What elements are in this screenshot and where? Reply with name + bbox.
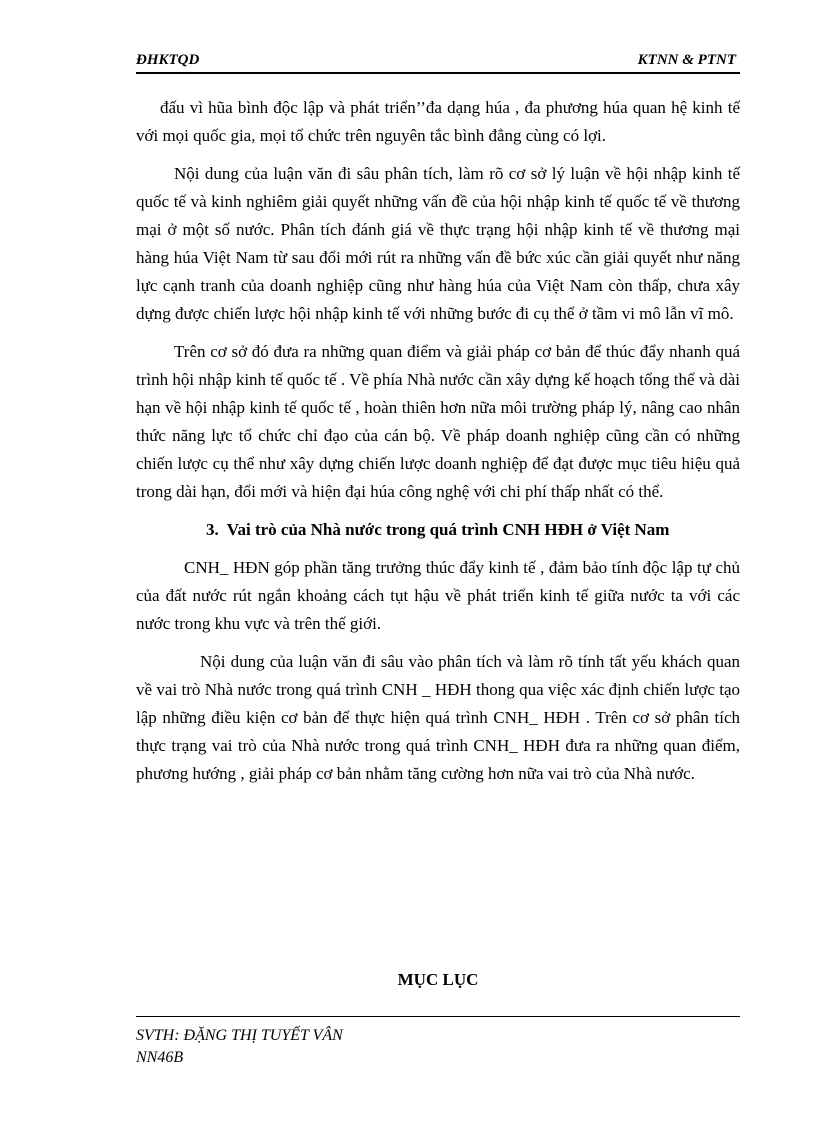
page-footer <box>136 1016 740 1069</box>
footer-class-code: NN46B <box>136 1049 184 1066</box>
document-body <box>136 94 740 798</box>
paragraph-thesis-content: Nội dung của luận văn đi sâu phân tích, làm rõ cơ sở lý luận về hội nhập kinh tế quốc tế và kinh nghiêm giải quyết những vấn đề của hội nhập kinh tế quốc tế về thương mại ở một số nước. Phân tích đánh giá về thực trạng hội nhập kinh tế về thương mại hàng húa Việt Nam từ sau đổi mới rút ra những vấn đề bức xúc cần giải quyết như năng lực cạnh tranh của doanh nghiệp cũng như hàng húa của Việt Nam còn thấp, chưa xây dựng được chiến lược hội nhập kinh tế với những bước đi cụ thể ở tầm vi mô lẫn vĩ mô. <box>136 164 740 323</box>
paragraph-state-role: Nội dung của luận văn đi sâu vào phân tích và làm rõ tính tất yếu khách quan về vai trò Nhà nước trong quá trình CNH _ HĐH thong qua việc xác định chiến lược tạo lập những điều kiện cơ bản để thực hiện quá trình CNH_ HĐH . Trên cơ sở phân tích thực trạng vai trò của Nhà nước trong quá trình CNH_ HĐH đưa ra những quan điểm, phương hướng , giải pháp cơ bản nhằm tăng cường hơn nữa vai trò của Nhà nước. <box>136 652 740 783</box>
header-department: KTNN & PTNT <box>637 52 736 68</box>
section-heading <box>136 516 740 544</box>
page-header <box>136 52 740 74</box>
paragraph-solutions: Trên cơ sở đó đưa ra những quan điểm và giải pháp cơ bản để thúc đẩy nhanh quá trình hội nhập kinh tế quốc tế . Về phía Nhà nước cần xây dựng kế hoạch tổng thể và dài hạn về hội nhập kinh tế quốc tế , hoàn thiên hơn nữa môi trường pháp lý, nâng cao nhân thức năng lực tổ chức chỉ đạo của cán bộ. Về pháp doanh nghiệp cũng cần có những chiến lược cụ thể như xây dựng chiến lược doanh nghiệp để đạt được mục tiêu hiệu quả trong dài hạn, đổi mới và hiện đại húa công nghệ với chi phí thấp nhất có thể. <box>136 342 740 501</box>
section-title: Vai trò của Nhà nước trong quá trình CNH HĐH ở Việt Nam <box>226 520 670 539</box>
paragraph-continuation: đấu vì hũa bình độc lập và phát triển’’đa dạng húa , đa phương húa quan hệ kinh tế với mọi quốc gia, mọi tổ chức trên nguyên tắc bình đẳng cùng có lợi. <box>136 98 740 145</box>
table-of-contents-title: MỤC LỤC <box>397 970 479 989</box>
header-university: ĐHKTQD <box>136 52 200 68</box>
paragraph-industrialization: CNH_ HĐN góp phần tăng trưởng thúc đẩy kinh tế , đảm bảo tính độc lập tự chủ của đất nước rút ngắn khoảng cách tụt hậu về phát triển kinh tế giữa nước ta với các nước trong khu vực và trên thế giới. <box>136 558 740 633</box>
section-number: 3. <box>206 520 219 539</box>
footer-student-name: SVTH: ĐẶNG THỊ TUYẾT VÂN <box>136 1027 343 1044</box>
